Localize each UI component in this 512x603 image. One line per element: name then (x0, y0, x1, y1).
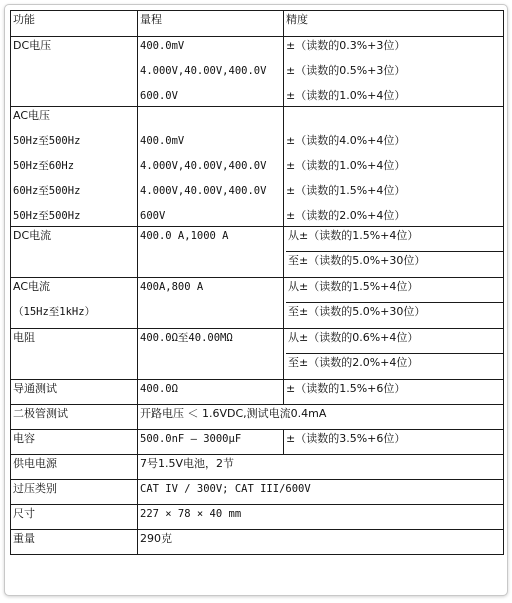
function-label: 电容 (13, 432, 35, 445)
table-row-dc-voltage (11, 37, 504, 107)
accuracy-value: ±（读数的0.3%+3位） (286, 39, 406, 52)
cell-function (11, 455, 138, 480)
cell-function (11, 530, 138, 555)
cell-range (138, 227, 284, 278)
header-range (138, 11, 284, 37)
range-value: 400.0Ω (140, 383, 178, 395)
accuracy-spacer (286, 107, 503, 132)
cell-function (11, 278, 138, 329)
cell-function (11, 107, 138, 227)
overvoltage-value: CAT IV / 300V; CAT III/600V (140, 483, 311, 495)
weight-value: 290克 (140, 532, 172, 545)
cell-value (138, 505, 504, 530)
cell-function (11, 480, 138, 505)
table-row-resistance (11, 329, 504, 380)
function-label: 过压类别 (13, 482, 57, 495)
cell-function (11, 430, 138, 455)
accuracy-value: ±（读数的0.5%+3位） (286, 64, 406, 77)
spec-table (10, 10, 504, 555)
header-accuracy-text: 精度 (286, 13, 308, 26)
range-value: 400.0mV (140, 135, 185, 147)
table-row-continuity (11, 380, 504, 405)
accuracy-value: ±（读数的4.0%+4位） (286, 134, 406, 147)
function-label: AC电压 (13, 109, 51, 122)
size-value: 227 × 78 × 40 mm (140, 508, 242, 520)
frequency-label: 50Hz至60Hz (13, 160, 75, 172)
cell-accuracy (284, 107, 504, 227)
range-spacer (140, 107, 283, 132)
cell-value (138, 530, 504, 555)
accuracy-from: 从±（读数的1.5%+4位） (286, 278, 503, 303)
table-row-capacitance (11, 430, 504, 455)
range-value: 500.0nF – 3000μF (140, 433, 242, 445)
function-label: 导通测试 (13, 382, 57, 395)
function-label: AC电流 (13, 280, 51, 293)
table-row-power (11, 455, 504, 480)
function-label: 二极管测试 (13, 407, 68, 420)
function-label: 电阻 (13, 331, 35, 344)
power-value: 7号1.5V电池，2节 (140, 457, 235, 470)
cell-accuracy (284, 430, 504, 455)
accuracy-to: 至±（读数的5.0%+30位） (288, 305, 426, 318)
range-value: 400.0 A,1000 A (140, 230, 229, 242)
cell-range (138, 107, 284, 227)
table-row-diode (11, 405, 504, 430)
frequency-label: 50Hz至500Hz (13, 210, 81, 222)
diode-value: 开路电压 ＜ 1.6VDC,测试电流0.4mA (140, 407, 327, 420)
header-function (11, 11, 138, 37)
table-row-size (11, 505, 504, 530)
table-row-dc-current (11, 227, 504, 278)
range-value: 600.0V (140, 90, 178, 102)
header-function-text: 功能 (13, 13, 35, 26)
accuracy-value: ±（读数的2.0%+4位） (286, 209, 406, 222)
accuracy-value: ±（读数的1.0%+4位） (286, 159, 406, 172)
function-label: DC电压 (13, 39, 52, 52)
range-value: 600V (140, 210, 166, 222)
cell-accuracy (284, 380, 504, 405)
frequency-label: 50Hz至500Hz (13, 135, 81, 147)
header-range-text: 量程 (140, 13, 162, 26)
cell-function (11, 405, 138, 430)
range-value: 400.0mV (140, 40, 185, 52)
function-label: 供电电源 (13, 457, 57, 470)
cell-value (138, 455, 504, 480)
cell-range (138, 278, 284, 329)
cell-accuracy (284, 329, 504, 380)
accuracy-from: 从±（读数的0.6%+4位） (286, 329, 503, 354)
range-value: 4.000V,40.00V,400.0V (140, 185, 267, 197)
cell-function (11, 380, 138, 405)
function-label: 尺寸 (13, 507, 35, 520)
accuracy-value: ±（读数的1.5%+6位） (286, 382, 406, 395)
function-label: 重量 (13, 532, 35, 545)
cell-range (138, 380, 284, 405)
accuracy-from: 从±（读数的1.5%+4位） (286, 227, 503, 252)
cell-range (138, 329, 284, 380)
table-row-overvoltage (11, 480, 504, 505)
accuracy-to: 至±（读数的5.0%+30位） (288, 254, 426, 267)
cell-function (11, 227, 138, 278)
header-accuracy (284, 11, 504, 37)
accuracy-value: ±（读数的1.0%+4位） (286, 89, 406, 102)
cell-accuracy (284, 278, 504, 329)
range-value: 4.000V,40.00V,400.0V (140, 160, 267, 172)
cell-function (11, 329, 138, 380)
cell-function (11, 505, 138, 530)
cell-value (138, 480, 504, 505)
cell-range (138, 430, 284, 455)
cell-function (11, 37, 138, 107)
cell-accuracy (284, 227, 504, 278)
table-row-weight (11, 530, 504, 555)
table-row-ac-current (11, 278, 504, 329)
function-label: DC电流 (13, 229, 52, 242)
cell-accuracy (284, 37, 504, 107)
accuracy-value: ±（读数的3.5%+6位） (286, 432, 406, 445)
frequency-label: （15Hz至1kHz） (13, 306, 96, 318)
cell-value (138, 405, 504, 430)
range-value: 4.000V,40.00V,400.0V (140, 65, 267, 77)
table-row-ac-voltage (11, 107, 504, 227)
accuracy-value: ±（读数的1.5%+4位） (286, 184, 406, 197)
table-header-row (11, 11, 504, 37)
range-value: 400A,800 A (140, 281, 204, 293)
cell-range (138, 37, 284, 107)
accuracy-to: 至±（读数的2.0%+4位） (288, 356, 419, 369)
frequency-label: 60Hz至500Hz (13, 185, 81, 197)
range-value: 400.0Ω至40.00MΩ (140, 332, 233, 344)
